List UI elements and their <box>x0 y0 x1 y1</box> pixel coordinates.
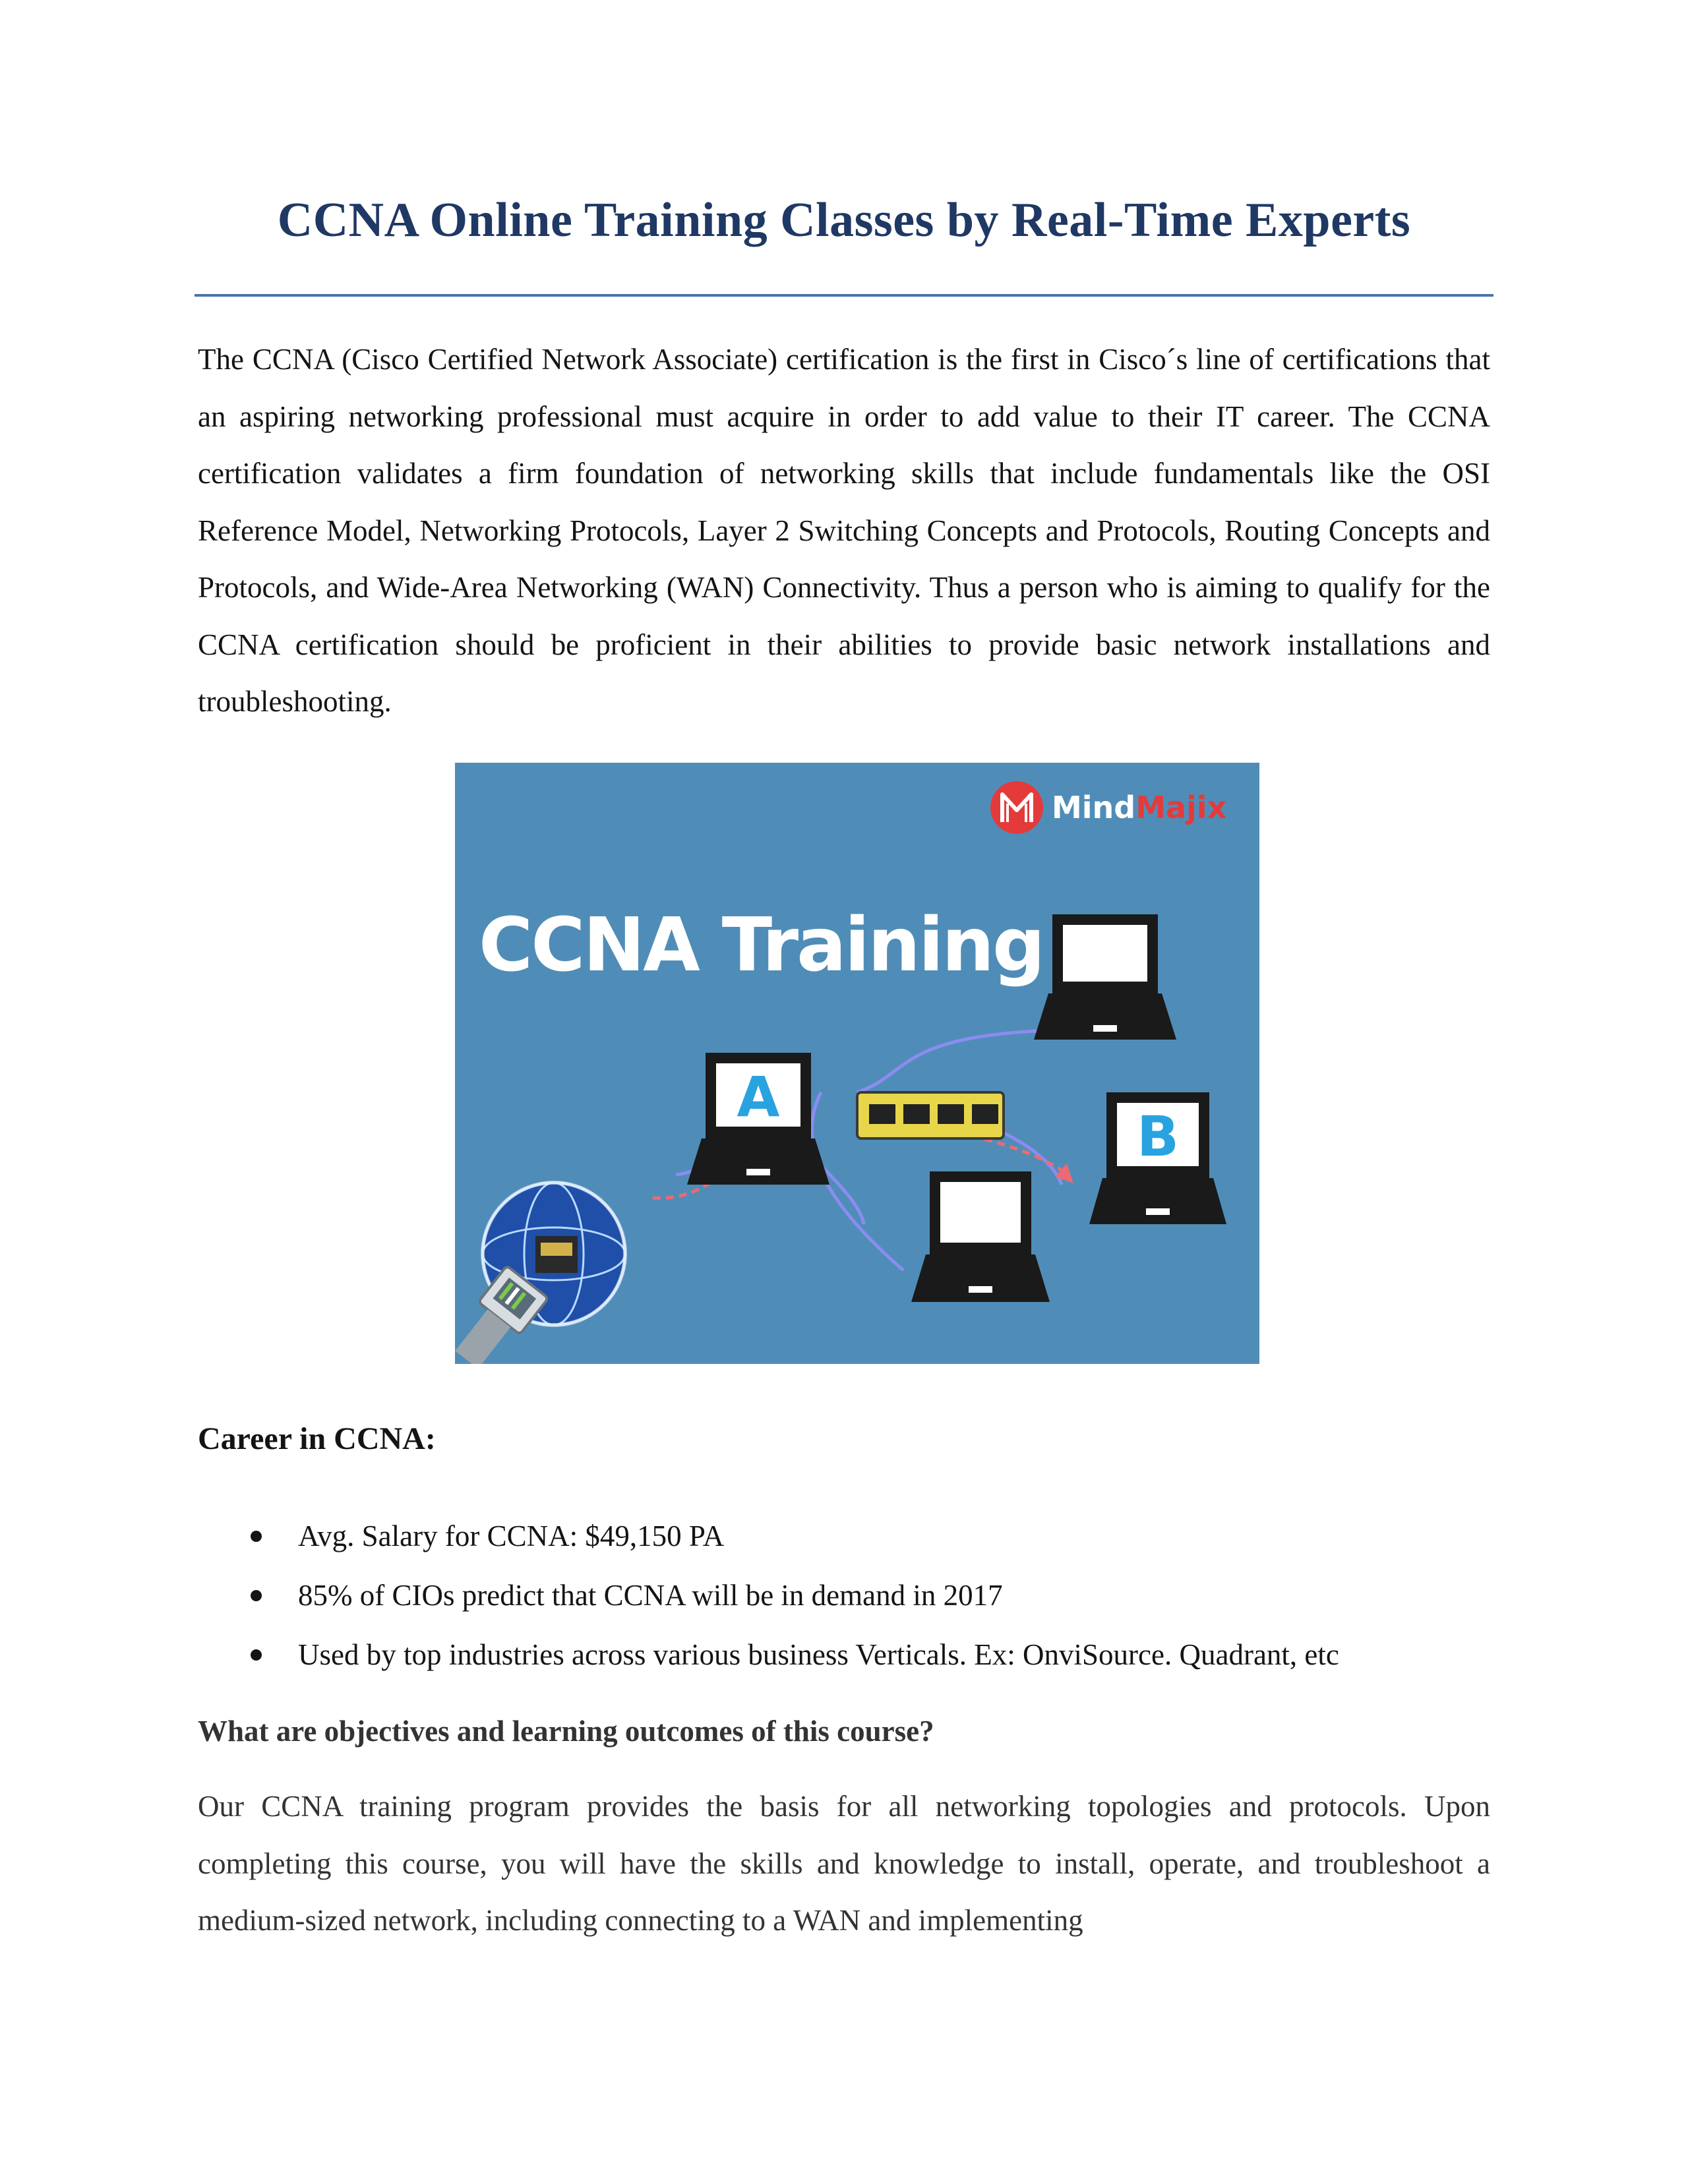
laptop-icon-top <box>1034 914 1176 1040</box>
bullet-icon <box>251 1590 262 1601</box>
list-item <box>198 1576 1490 1635</box>
intro-paragraph: The CCNA (Cisco Certified Network Associate) certification is the first in Cisco´s line of certifications that an aspiring networking professional must acquire in order to add value to their IT career. The CCNA certification validates a firm foundation of networking skills that include fundamentals like the OSI Reference Model, Networking Protocols, Layer 2 Switching Concepts and Protocols, Routing Concepts and Protocols, and Wide-Area Networking (WAN) Connectivity. Thus a person who is aiming to qualify for the CCNA certification should be proficient in their abilities to provide basic network installations and troubleshooting. <box>198 343 1490 718</box>
laptop-a-icon <box>687 1053 829 1185</box>
list-item-text: 85% of CIOs predict that CCNA will be in demand in 2017 <box>298 1579 1003 1612</box>
banner-heading: CCNA Training <box>479 902 1044 988</box>
page-title: CCNA Online Training Classes by Real-Time Experts <box>277 193 1411 247</box>
title-divider <box>195 294 1493 297</box>
bullet-icon <box>251 1649 262 1661</box>
svg-text:MindMajix <box>1052 790 1226 825</box>
career-heading: Career in CCNA: <box>198 1421 436 1456</box>
globe-ethernet-icon <box>455 1183 625 1364</box>
mindmajix-logo-icon <box>990 781 1043 834</box>
list-item-text: Avg. Salary for CCNA: $49,150 PA <box>298 1520 725 1552</box>
list-item <box>198 1516 1490 1576</box>
brand-text-majix: Majix <box>1135 790 1227 825</box>
laptop-a-label: A <box>737 1065 780 1129</box>
brand-text-mind: Mind <box>1052 790 1136 825</box>
bullet-icon <box>251 1531 262 1542</box>
laptop-b-icon <box>1089 1092 1226 1224</box>
laptop-b-label: B <box>1136 1104 1180 1169</box>
network-switch-icon <box>857 1092 1004 1138</box>
objectives-heading: What are objectives and learning outcomes of this course? <box>198 1715 934 1748</box>
ccna-training-banner <box>455 763 1259 1364</box>
list-item <box>198 1635 1490 1694</box>
laptop-icon-bottom <box>911 1171 1050 1302</box>
career-list <box>198 1516 1490 1694</box>
list-item-text: Used by top industries across various business Verticals. Ex: OnviSource. Quadrant, etc <box>298 1638 1339 1671</box>
objectives-paragraph: Our CCNA training program provides the basis for all networking topologies and protocols. Upon completing this course, you will have the skills and knowledge to install, operate, and troubleshoot a medium-sized network, including connecting to a WAN and implementing <box>198 1790 1490 1937</box>
